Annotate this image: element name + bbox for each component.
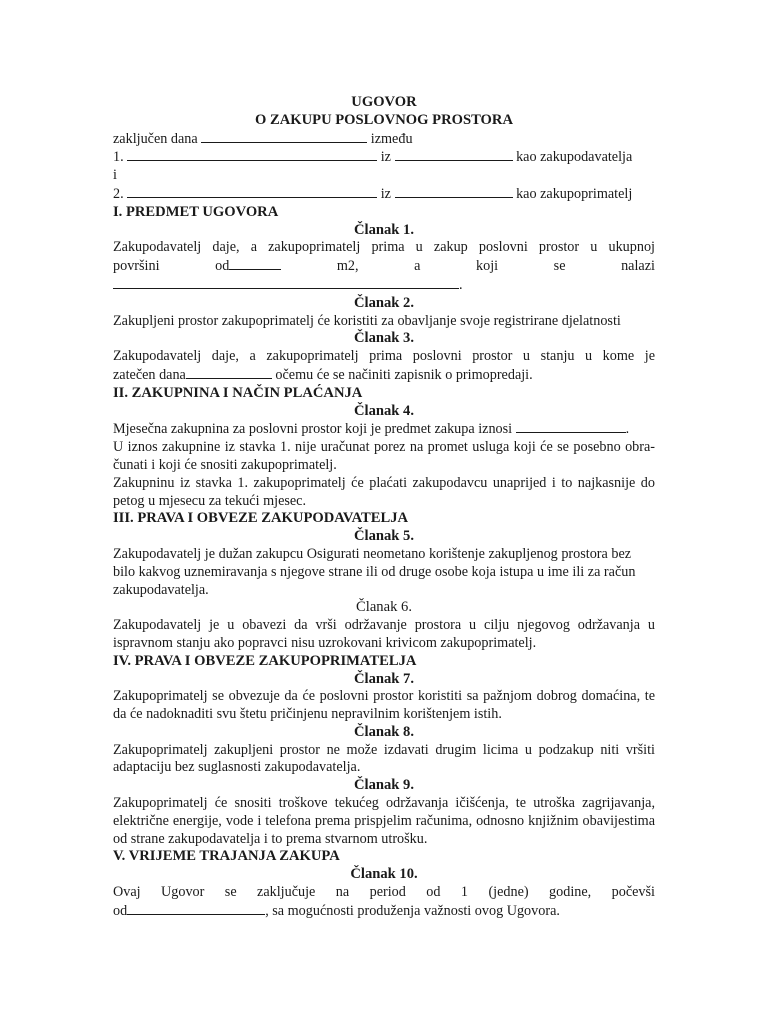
article-3-date-label: zatečen dana bbox=[113, 366, 186, 383]
article-4-title: Članak 4. bbox=[353, 402, 414, 419]
section-heading-4: IV. PRAVA I OBVEZE ZAKUPOPRIMATELJA bbox=[113, 652, 417, 669]
start-date-blank bbox=[127, 902, 265, 915]
article-3-line-2 bbox=[113, 366, 655, 385]
section-heading-3: III. PRAVA I OBVEZE ZAKUPODAVATELJA bbox=[113, 510, 409, 527]
area-blank bbox=[229, 257, 281, 270]
article-4-para-2: U iznos zakupnine iz stavka 1. nije uračunat porez na promet usluga koji će se posebno obra-čunati i koji će snositi zakupoprimatelj. bbox=[113, 439, 655, 473]
party-1-number: 1. bbox=[113, 149, 124, 166]
party-2-from-label: iz bbox=[380, 185, 391, 202]
document-title: UGOVOR bbox=[351, 94, 417, 110]
article-10-from-label: od bbox=[113, 902, 128, 919]
article-7-text: Zakupoprimatelj se obvezuje da će poslovni prostor koristiti sa pažnjom dobrog domaćina, te da će nadoknaditi svu štetu pričinjenu nepravilnim korištenjem istih. bbox=[113, 688, 655, 723]
party-1-from-label: iz bbox=[380, 149, 391, 166]
party-2-place-blank bbox=[395, 185, 513, 198]
article-5-text: Zakupodavatelj je dužan zakupcu Osigurati neometano korištenje zakupljenog prostora bez bilo kakvog uznemiravanja s njegove strane ili od druge osobe koja istupa u ime ili za račun zakupodavatelja. bbox=[113, 545, 636, 598]
between-label: između bbox=[370, 130, 413, 147]
article-8-title: Članak 8. bbox=[353, 723, 414, 740]
date-blank bbox=[201, 130, 367, 143]
contract-body bbox=[113, 94, 655, 921]
article-1-word: koji bbox=[476, 258, 499, 275]
party-2-name-blank bbox=[127, 185, 377, 198]
party-2-role: kao zakupoprimatelj bbox=[516, 185, 633, 202]
concluded-line bbox=[113, 130, 655, 149]
article-4-end: . bbox=[625, 421, 630, 438]
article-10-title: Članak 10. bbox=[350, 866, 418, 883]
party-2-number: 2. bbox=[113, 185, 124, 202]
party-1-role: kao zakupodavatelja bbox=[516, 149, 633, 166]
party-2-line bbox=[113, 185, 655, 204]
article-1-title: Članak 1. bbox=[353, 221, 414, 238]
article-4-para-1 bbox=[113, 420, 655, 439]
article-1-word: m2, bbox=[336, 258, 359, 275]
article-1-word: površini bbox=[113, 258, 160, 275]
article-9-title: Članak 9. bbox=[353, 777, 414, 794]
article-1-end: . bbox=[459, 276, 463, 293]
article-1-line-2 bbox=[113, 257, 655, 276]
conjunction: i bbox=[113, 167, 117, 184]
article-3-line-1: Zakupodavatelj daje, a zakupoprimatelj prima poslovni prostor u stanju u kome je bbox=[113, 348, 655, 365]
article-1-line-1: Zakupodavatelj daje, a zakupoprimatelj prima u zakup poslovni prostor u ukupnoj bbox=[113, 239, 655, 256]
article-10-line-2 bbox=[113, 902, 655, 921]
article-1-line-3 bbox=[113, 276, 655, 295]
article-3-text: očemu će se načiniti zapisnik o primopredaji. bbox=[275, 366, 533, 383]
article-1-word: a bbox=[414, 258, 421, 275]
article-6-text: Zakupodavatelj je u obavezi da vrši održavanje prostora u cilju njegovog održavanja u ispravnom stanju ako popravci nisu uzrokovani krivicom zakupoprimatelj. bbox=[113, 617, 655, 651]
concluded-label: zaključen dana bbox=[113, 130, 198, 147]
article-3-title: Članak 3. bbox=[353, 330, 414, 347]
document-subtitle: O ZAKUPU POSLOVNOG PROSTORA bbox=[255, 111, 513, 128]
article-9-text: Zakupoprimatelj će snositi troškove tekućeg održavanja ičišćenja, te utroška zagrijavanja, električne energije, vode i telefona prema prispjelim računima, odnosno knjižnim obavijestima od strane zakupodavatelja i to prema stvarnom utrošku. bbox=[113, 795, 655, 847]
article-4-text: Mjesečna zakupnina za poslovni prostor koji je predmet zakupa iznosi bbox=[113, 421, 513, 438]
article-1-word: od bbox=[215, 258, 230, 275]
article-2-text: Zakupljeni prostor zakupoprimatelj će koristiti za obavljanje svoje registrirane djelatnosti bbox=[113, 312, 621, 329]
article-7-title: Članak 7. bbox=[353, 670, 414, 687]
party-1-name-blank bbox=[127, 148, 377, 161]
article-8-text: Zakupoprimatelj zakupljeni prostor ne može izdavati drugim licima u podzakup niti vršiti adaptaciju bez suglasnosti zakupodavatelja. bbox=[113, 741, 655, 776]
article-2-title: Članak 2. bbox=[353, 294, 414, 311]
section-heading-2: II. ZAKUPNINA I NAČIN PLAĆANJA bbox=[113, 384, 363, 401]
handover-date-blank bbox=[186, 366, 272, 379]
article-1-word: nalazi bbox=[621, 258, 655, 275]
section-heading-5: V. VRIJEME TRAJANJA ZAKUPA bbox=[113, 848, 340, 865]
article-6-title: Članak 6. bbox=[356, 599, 412, 616]
party-1-line bbox=[113, 148, 655, 167]
article-10-text: , sa mogućnosti produženja važnosti ovog Ugovora. bbox=[265, 902, 560, 919]
article-1-area-group bbox=[215, 257, 281, 276]
article-4-para-3: Zakupninu iz stavka 1. zakupoprimatelj će plaćati zakupodavcu unaprijed i to najkasnije do petog u mjesecu za tekući mjesec. bbox=[113, 474, 655, 509]
article-5-title: Članak 5. bbox=[353, 528, 414, 545]
location-blank bbox=[113, 276, 459, 289]
section-heading-1: I. PREDMET UGOVORA bbox=[113, 203, 279, 220]
rent-amount-blank bbox=[516, 420, 626, 433]
article-10-line-1: Ovaj Ugovor se zaključuje na period od 1 (jedne) godine, počevši bbox=[113, 884, 655, 901]
article-1-word: se bbox=[553, 258, 566, 275]
party-1-place-blank bbox=[395, 148, 513, 161]
